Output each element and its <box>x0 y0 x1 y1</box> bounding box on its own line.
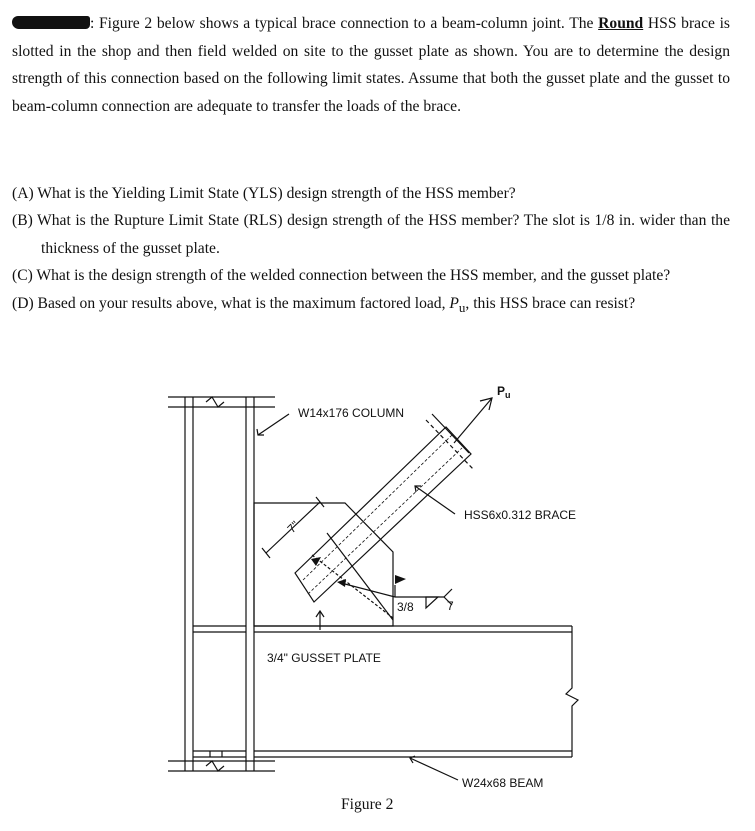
dimension-label: 7" <box>284 518 303 536</box>
redacted-name <box>12 16 90 29</box>
question-list <box>12 180 730 321</box>
intro-text-start: : Figure 2 below shows a typical brace connection to a beam-column joint. The <box>90 15 599 32</box>
intro-text-end: HSS brace is slotted in the shop and then field welded on site to the gusset plate as shown. You are to determine the design strength of this connection based on the following limit states. Assume that both the gusset plate and the gusset to beam-column connection are adequate to transfer the loads of the brace. <box>12 15 730 115</box>
column-drawing <box>168 397 275 771</box>
question-d-text-end: , this HSS brace can resist? <box>465 294 636 312</box>
question-a: (A) What is the Yielding Limit State (YLS) design strength of the HSS member? <box>12 185 516 202</box>
brace-label: HSS6x0.312 BRACE <box>464 508 577 522</box>
figure-caption: Figure 2 <box>341 796 394 813</box>
question-d-symbol: P <box>449 294 459 312</box>
gusset-plate <box>254 503 393 626</box>
brace-connection-figure <box>0 370 755 795</box>
weld-length: 7 <box>447 599 454 613</box>
gusset-label: 3/4" GUSSET PLATE <box>267 651 381 665</box>
question-c: (C) What is the design strength of the welded connection between the HSS member, and the gusset plate? <box>12 267 671 285</box>
question-d <box>12 290 730 322</box>
question-b: (B) What is the Rupture Limit State (RLS) design strength of the HSS member? The slot is 1/8 in. wider than the thickness of the gusset plate. <box>12 212 730 257</box>
question-d-subscript: u <box>458 299 466 315</box>
column-label: W14x176 COLUMN <box>298 406 405 420</box>
beam-drawing <box>254 626 578 757</box>
question-d-text: (D) Based on your results above, what is the maximum factored load, <box>12 294 450 312</box>
intro-paragraph <box>12 10 730 120</box>
load-label: $P_u$ <box>497 384 511 400</box>
intro-bold-word: Round <box>598 15 644 32</box>
weld-size: 3/8 <box>397 600 414 614</box>
beam-label: W24x68 BEAM <box>462 776 544 790</box>
